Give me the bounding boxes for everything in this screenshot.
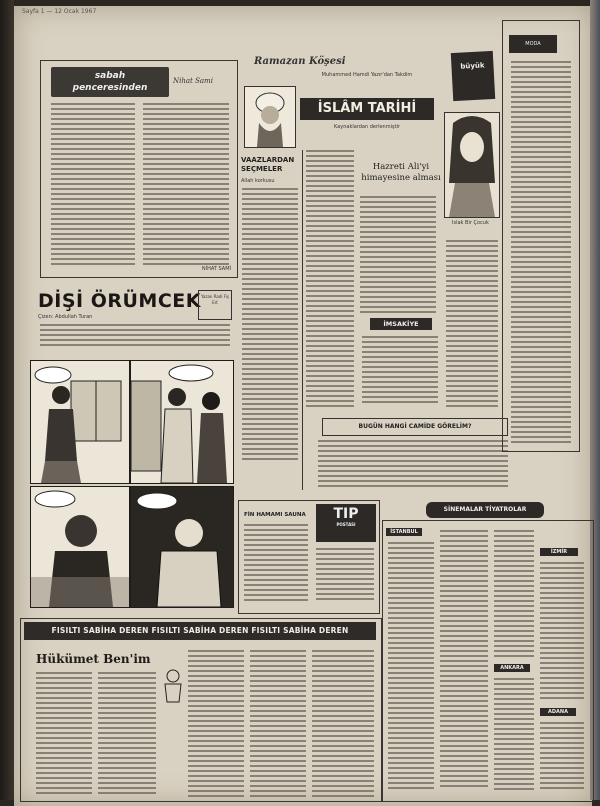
column-title-line1: sabah xyxy=(94,71,126,81)
city-heading-istanbul: İSTANBUL xyxy=(386,528,422,536)
mosque-list xyxy=(318,440,508,490)
islam-column-rule xyxy=(302,150,303,490)
gossip-text-5 xyxy=(312,650,374,800)
vaaz-heading: VAAZLARDAN SEÇMELER xyxy=(241,156,295,173)
column-title-badge xyxy=(51,67,169,97)
column-signature: NİHAT SAMİ xyxy=(201,266,231,272)
city-heading-adana: ADANA xyxy=(540,708,576,716)
gossip-text-4 xyxy=(250,650,306,800)
promo-illustration xyxy=(444,112,500,218)
comic-panel-4-art xyxy=(131,487,233,607)
hazreti-headline: Hazreti Ali'yi himayesine alması xyxy=(361,162,441,183)
islam-text-b xyxy=(360,196,436,316)
cinema-list-adana xyxy=(540,722,584,792)
cinema-list-3 xyxy=(494,530,534,660)
sauna-heading: FİN HAMAMI SAUNA xyxy=(244,512,306,518)
column-title-line2: penceresinden xyxy=(72,83,148,93)
right-column-head: MODA xyxy=(509,35,557,53)
islam-history-banner: İSLÂM TARİHİ xyxy=(300,98,434,120)
right-column-box xyxy=(502,20,580,452)
medical-mail-badge xyxy=(316,504,376,542)
gossip-text-2 xyxy=(98,672,156,797)
cinema-list-2 xyxy=(440,530,488,790)
gossip-cartoon-art xyxy=(162,668,184,704)
islam-text-a xyxy=(306,150,354,410)
comic-panel-2-art xyxy=(131,361,233,483)
islam-intro: Muhammed Hamdi Yazır'dan Takdim xyxy=(321,72,413,78)
medical-mail-text xyxy=(316,548,374,603)
vaaz-text xyxy=(242,188,298,463)
promo-illustration-art xyxy=(445,113,499,217)
gossip-text-3 xyxy=(188,650,244,800)
comic-panel-2 xyxy=(130,360,234,484)
cinema-list-1 xyxy=(388,542,434,792)
medical-mail-subtitle: POSTASI xyxy=(336,522,356,527)
cinema-list-izmir xyxy=(540,562,584,702)
scholar-portrait-art xyxy=(245,87,295,147)
column-author: Nihat Sami xyxy=(173,77,213,85)
islam-subtitle: Kaynaklardan derlenmiştir xyxy=(334,124,400,130)
comic-panel-1 xyxy=(30,360,130,484)
gossip-banner: FISILTI SABİHA DEREN FISILTI SABİHA DEREN FISILTI SABİHA DEREN xyxy=(24,622,376,640)
mosque-heading: BUGÜN HANGİ CAMİDE GÖRELİM? xyxy=(322,418,508,436)
comic-synopsis xyxy=(40,324,230,349)
comic-title: DİŞİ ÖRÜMCEK xyxy=(38,290,201,312)
comic-credit: Çizen: Abdullah Turan xyxy=(38,314,93,320)
right-column-text xyxy=(511,61,571,446)
city-heading-izmir: İZMİR xyxy=(540,548,578,556)
comic-panel-4 xyxy=(130,486,234,608)
comic-panel-1-art xyxy=(31,361,129,483)
gossip-text-1 xyxy=(36,672,92,797)
promo-badge: büyük xyxy=(451,51,495,101)
promo-text xyxy=(446,240,498,410)
page-curl-left xyxy=(0,0,14,800)
imsakiye-heading: İMSAKİYE xyxy=(370,318,432,330)
column-text-right xyxy=(143,103,229,268)
dateline: Sayfa 1 — 12 Ocak 1967 xyxy=(22,8,97,15)
cinema-heading: SİNEMALAR TİYATROLAR xyxy=(426,502,544,518)
column-text-left xyxy=(51,103,135,268)
sauna-text xyxy=(244,524,308,604)
morning-column-box xyxy=(40,60,238,278)
scholar-portrait xyxy=(244,86,296,148)
medical-mail-title: TIP xyxy=(333,506,359,522)
cinema-list-ankara xyxy=(494,678,534,793)
promo-caption: Islak Bir Çocuk xyxy=(452,220,489,226)
gossip-headline: Hükümet Ben'im xyxy=(36,652,151,666)
imsakiye-table xyxy=(362,336,438,406)
comic-panel-3 xyxy=(30,486,130,608)
comic-panel-3-art xyxy=(31,487,129,607)
ramazan-heading: Ramazan Köşesi xyxy=(254,56,346,67)
vaaz-subheading: Allah korkusu xyxy=(241,178,275,184)
city-heading-ankara: ANKARA xyxy=(494,664,530,672)
comic-side-box: Yazan Radi Fiş Ert xyxy=(198,290,232,320)
gossip-cartoon xyxy=(162,668,184,704)
